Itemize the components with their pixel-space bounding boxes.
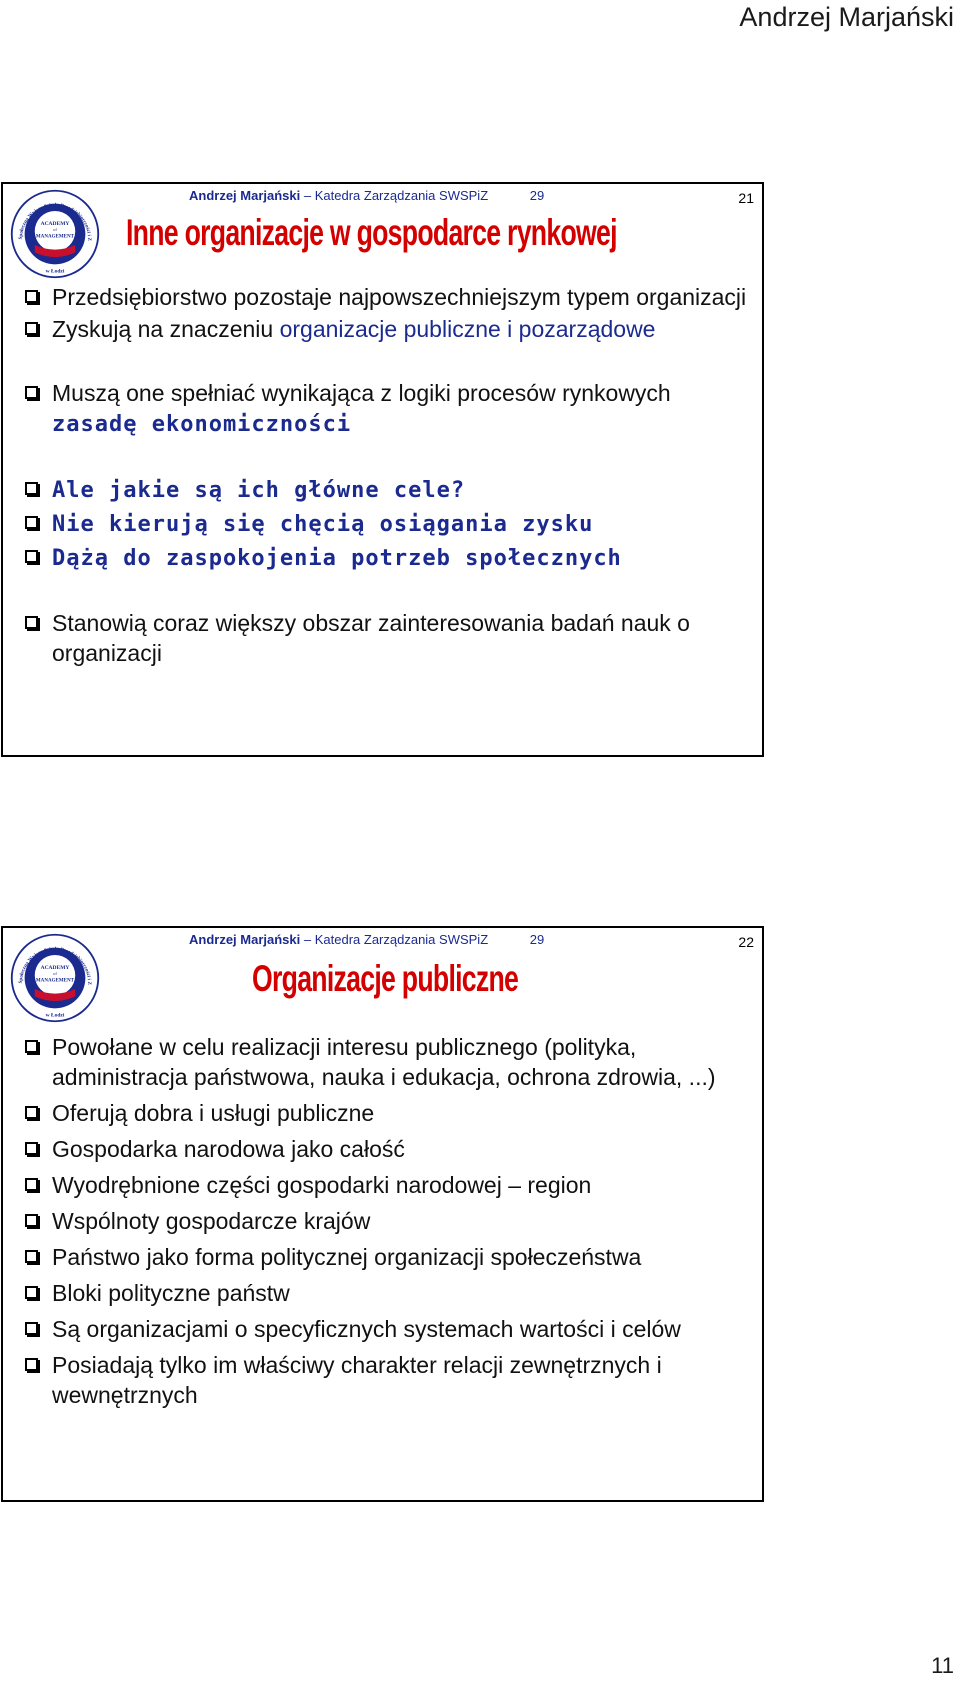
checkbox-bullet-icon <box>25 1106 38 1119</box>
checkbox-bullet-icon <box>25 1178 38 1191</box>
checkbox-bullet-icon <box>25 616 38 629</box>
list-item: Wyodrębnione części gospodarki narodowej – region <box>23 1170 748 1200</box>
list-item: Wspólnoty gospodarcze krajów <box>23 1206 748 1236</box>
slide-header: Andrzej Marjański – Katedra Zarządzania SWSPiZ 29 <box>189 932 545 947</box>
checkbox-bullet-icon <box>25 290 38 303</box>
svg-text:Społeczna Wyższa Szkoła Przeds: Społeczna Wyższa Szkoła Przedsiębiorczości i Z <box>17 946 93 985</box>
list-item: Bloki polityczne państw <box>23 1278 748 1308</box>
list-item: Muszą one spełniać wynikająca z logiki procesów rynkowych zasadę ekonomiczności <box>23 378 748 440</box>
list-item: Ale jakie są ich główne cele? <box>23 474 748 506</box>
svg-text:w Łodzi: w Łodzi <box>45 268 65 275</box>
list-item: Państwo jako forma politycznej organizacji społeczeństwa <box>23 1242 748 1272</box>
checkbox-bullet-icon <box>25 1286 38 1299</box>
checkbox-bullet-icon <box>25 322 38 335</box>
slide-title: Inne organizacje w gospodarce rynkowej <box>126 212 617 253</box>
svg-text:of: of <box>53 227 57 233</box>
slide-header: Andrzej Marjański – Katedra Zarządzania SWSPiZ 29 <box>189 188 545 203</box>
svg-text:w Łodzi: w Łodzi <box>45 1012 65 1019</box>
slide-21 <box>1 182 764 757</box>
academy-logo <box>9 188 101 280</box>
bullet-list <box>23 1032 748 1410</box>
checkbox-bullet-icon <box>25 516 38 529</box>
bullet-list <box>23 282 748 668</box>
svg-text:ACADEMY: ACADEMY <box>40 220 70 227</box>
list-item: Są organizacjami o specyficznych systemach wartości i celów <box>23 1314 748 1344</box>
page-number: 11 <box>931 1653 954 1678</box>
list-item: Dążą do zaspokojenia potrzeb społecznych <box>23 542 748 574</box>
checkbox-bullet-icon <box>25 1040 38 1053</box>
slide-number: 22 <box>738 934 754 950</box>
checkbox-bullet-icon <box>25 482 38 495</box>
slide-number: 21 <box>738 190 754 206</box>
list-item: Oferują dobra i usługi publiczne <box>23 1098 748 1128</box>
svg-text:MANAGEMENT: MANAGEMENT <box>35 233 75 240</box>
list-item: Przedsiębiorstwo pozostaje najpowszechniejszym typem organizacji <box>23 282 748 312</box>
list-item: Gospodarka narodowa jako całość <box>23 1134 748 1164</box>
list-item: Posiadają tylko im właściwy charakter relacji zewnętrznych i wewnętrznych <box>23 1350 748 1410</box>
checkbox-bullet-icon <box>25 550 38 563</box>
checkbox-bullet-icon <box>25 1250 38 1263</box>
list-item: Powołane w celu realizacji interesu publicznego (polityka, administracja państwowa, nauka i edukacja, ochrona zdrowia, ...) <box>23 1032 748 1092</box>
page-author: Andrzej Marjański <box>739 2 954 32</box>
checkbox-bullet-icon <box>25 1214 38 1227</box>
svg-text:MANAGEMENT: MANAGEMENT <box>35 977 75 984</box>
svg-text:Społeczna Wyższa Szkoła Przeds: Społeczna Wyższa Szkoła Przedsiębiorczości i Z <box>17 202 93 241</box>
list-item: Stanowią coraz większy obszar zainteresowania badań nauk o organizacji <box>23 608 748 668</box>
list-item: Zyskują na znaczeniu organizacje publiczne i pozarządowe <box>23 314 748 344</box>
list-item: Nie kierują się chęcią osiągania zysku <box>23 508 748 540</box>
checkbox-bullet-icon <box>25 1322 38 1335</box>
svg-text:of: of <box>53 971 57 977</box>
slide-22 <box>1 926 764 1502</box>
checkbox-bullet-icon <box>25 386 38 399</box>
slide-title: Organizacje publiczne <box>252 958 519 999</box>
academy-logo <box>9 932 101 1024</box>
svg-text:ACADEMY: ACADEMY <box>40 964 70 971</box>
checkbox-bullet-icon <box>25 1358 38 1371</box>
checkbox-bullet-icon <box>25 1142 38 1155</box>
